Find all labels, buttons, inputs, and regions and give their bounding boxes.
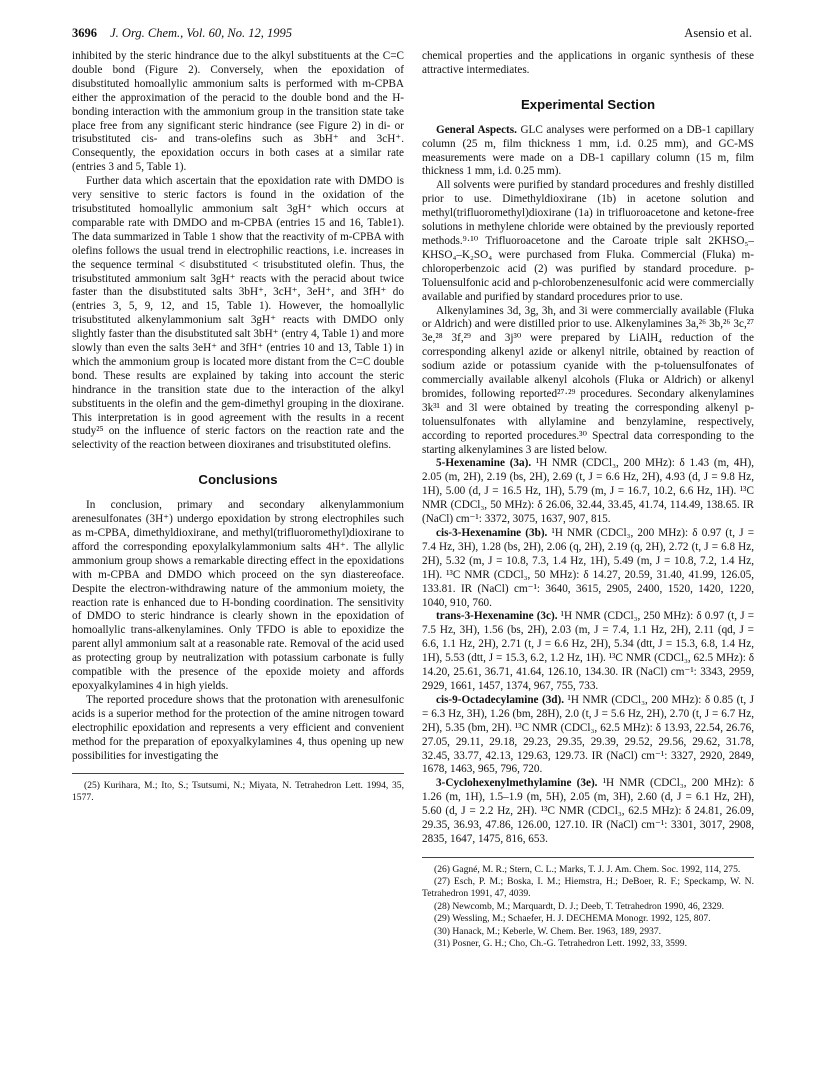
spectral-data: ¹H NMR (CDCl₃, 200 MHz): δ 1.26 (m, 1H), 1.5–1.9 (m, 5H), 2.05 (m, 3H), 2.60 (d, J = 6.1 Hz, 2H), 5.60 (d, J = 2.2 Hz, 2H). ¹³C NMR (CDCl₃, 62.5 MHz): δ 24.81, 26.09, 29.35, 36.93, 47.86, 126.00, 127.10. IR (NaCl) cm⁻¹: 3301, 3017, 2908, 2835, 1647, 1475, 816, 653. (422, 777, 755, 845)
spectral-data: ¹H NMR (CDCl₃, 200 MHz): δ 1.43 (m, 4H), 2.05 (m, 2H), 2.19 (bs, 2H), 2.69 (t, J = 6.6 Hz, 2H), 4.93 (d, J = 9.8 Hz, 1H), 5.00 (d, J = 16.5 Hz, 1H), 5.79 (m, J = 16.7, 10.2, 6.6 Hz, 1H). ¹³C NMR (CDCl₃, 50 MHz): δ 26.06, 32.44, 33.45, 41.74, 114.49, 138.65. IR (NaCl) cm⁻¹: 3372, 3075, 1637, 907, 815. (422, 457, 754, 526)
paragraph: In conclusion, primary and secondary alkenylammonium arenesulfonates (3H⁺) undergo epoxidation by strong electrophiles such as m-CPBA, dimethyldioxirane, and methyl(trifluoromethyl)dioxirane to afford the corresponding epoxylalkylammonium salts 4H⁺. The allylic ammonium group shows a remarkable directing effect in the epoxidations with m-CPBA and DMDO which proceed on the syn diastereoface. Despite the electron-withdrawing nature of the ammonium moiety, the reaction rate is enhanced due to H-bonding coordination. The sensitivity of DMDO to steric hindrance is clearly shown in the epoxidation of homoallylic trans-alkenylamines. Only TFDO is able to epoxidize the parent allyl ammonium salt at a reasonable rate. Removal of the acid used as protecting group by neutralization with potassium carbonate is fully compatible with the presence of the epoxide moiety and affords epoxyalkylamines 4 in high yields. (72, 499, 404, 692)
compound-name: cis-3-Hexenamine (3b). (436, 527, 548, 539)
section-heading-experimental: Experimental Section (520, 96, 656, 112)
paragraph: The reported procedure shows that the protonation with arenesulfonic acids is a superior method for the protection of the amine nitrogen toward electrophilic epoxidation and represents a very efficient and convenient method for the preparation of epoxyalkylamines 4, thus opening up new possibilities for investigating the (72, 693, 404, 762)
compound-name: 5-Hexenamine (3a). (436, 457, 532, 470)
reference-30: (30) Hanack, M.; Keberle, W. Chem. Ber. 1963, 189, 2937. (434, 925, 662, 937)
compound-entry (422, 610, 754, 693)
page-number: 3696 (72, 26, 97, 40)
reference-27: (27) Esch, P. M.; Boska, I. M.; Hiemstra, H.; DeBoer, R. F.; Speckamp, W. N. Tetrahedron 1991, 47, 4039. (422, 876, 754, 900)
paragraph-text: GLC analyses were performed on a DB-1 capillary column (25 m, film thickness 1 mm, i.d. 0.25 mm), and GC-MS measurements were made on a DB-1 capillary column (15 m, film thickness 1 mm, i.d. 0.25 mm). (422, 123, 755, 178)
paragraph: inhibited by the steric hindrance due to the alkyl substituents at the C=C double bond (Figure 2). Conversely, when the epoxidation of disubstituted homoallylic ammonium salts is performed with m-CPBA either the approximation of the peracid to the double bond and the H-bonding interaction with the ammonium group in the transition state take place free from any significant steric hindrance (see Figure 2) in di- or trisubstituted cis- and trans-olefins such as 3bH⁺ and 3cH⁺. Consequently, the epoxidation occurs in both cases at a similar rate (entries 3 and 5, Table 1). (72, 50, 404, 174)
paragraph: chemical properties and the applications in organic synthesis of these attractive intermediates. (422, 50, 754, 76)
run-in-heading: General Aspects. (436, 123, 517, 136)
paragraph: All solvents were purified by standard procedures and freshly distilled prior to use. Dimethyldioxirane (1b) in acetone solution and methyl(trifluoromethyl)dioxirane (1a) in trifluoroacetone and ketone-free solutions in methylene chloride were obtained by the previously reported methods.⁹·¹⁰ Trifluoroacetone and the Caroate triple salt 2KHSO₅–KHSO₄–K₂SO₄ were purchased from Fluka. Commercial (Fluka) m-chloroperbenzoic acid (2) was purified by standard procedure. p-Toluensulfonic acid and p-chlorobenzenesulfonic acid were commercially available and purified by standard procedures prior to use. (422, 179, 754, 303)
compound-entry (422, 777, 754, 847)
compound-name: trans-3-Hexenamine (3c). (436, 610, 558, 623)
left-column (72, 50, 404, 805)
paragraph-general-aspects (422, 124, 754, 180)
spectral-data: ¹H NMR (CDCl₃, 250 MHz): δ 0.97 (t, J = 7.5 Hz, 3H), 1.56 (bs, 2H), 2.03 (m, J = 7.4, 1.1 Hz, 2H), 2.11 (qd, J = 6.6, 1.1 Hz, 2H), 2.71 (t, J = 6.6 Hz, 2H), 5.34 (dtt, J = 15.3, 6.8, 1.4 Hz, 1H), 5.53 (dtt, J = 15.3, 6.2, 1.2 Hz, 1H). ¹³C NMR (CDCl₃, 62.5 MHz): δ 14.20, 25.61, 36.71, 41.64, 126.10, 134.30. IR (NaCl) cm⁻¹: 3343, 2959, 2929, 1661, 1457, 1374, 967, 755, 733. (422, 610, 754, 692)
paragraph: Further data which ascertain that the epoxidation rate with DMDO is very sensitive to steric factors is found in the oxidation of the trisubstituted homoallylic ammonium salt 3gH⁺ which occurs at comparable rate with DMDO and m-CPBA (entries 15 and 16, Table1). The data summarized in Table 1 show that the reactivity of m-CPBA with olefins follows the usual trend in electrophilic reactions, i.e. increases in the sequence terminal < disubstituted < trisubstituted olefin. Thus, the trisubstituted ammonium salt 3gH⁺ reacts with the peracid about twice faster than the disubstituted salts 3bH⁺, 3cH⁺, 3eH⁺, and 3fH⁺ do (entries 3, 5, 9, 12, and 15, Table 1). However, the homoallylic trisubstituted alkenylammonium salt 3gH⁺ reacts with DMDO only slightly faster than the disubstituted salt 3bH⁺ (entry 4, Table 1) and more slowly than even the salts 3eH⁺ and 3fH⁺ (entries 10 and 13, Table 1) in which the ammonium group is located more distant from the C=C double bond. These results are explained by taking into account the steric hindrance in the transition state due to the interaction of the alkyl substituents in the olefin and the gem-dimethyl grouping in the dioxirane. This interpretation is in good agreement with the results in a recent study²⁵ on the influence of steric factors on the reaction rate and the selectivity of the reaction between dioxiranes and trisubstituted olefins. (72, 175, 404, 452)
right-column (422, 50, 754, 951)
reference-29: (29) Wessling, M.; Schaefer, H. J. DECHEMA Monogr. 1992, 125, 807. (434, 913, 711, 925)
paragraph: Alkenylamines 3d, 3g, 3h, and 3i were commercially available (Fluka or Aldrich) and were distilled prior to use. Alkenylamines 3a,²⁶ 3b,²⁶ 3c,²⁷ 3e,²⁸ 3f,²⁹ and 3j³⁰ were prepared by LiAlH₄ reduction of the corresponding alkenyl azide or alkenyl nitrile, obtained by reaction of sodium azide or potassium cyanide with the p-toluensulfonates of commercially available alkenyl alcohols (Fluka or Aldrich) or alkenyl bromides, following reported²⁷·²⁹ procedures. Secondary alkenylamines 3k³¹ and 3l were obtained by treating the corresponding alkenyl p-toluensulfonates with allylamine and benzylamine, respectively, according to reported procedures.³⁰ Spectral data corresponding to the starting alkenylamines 3 are listed below. (422, 304, 754, 456)
spectral-data: ¹H NMR (CDCl₃, 200 MHz): δ 0.85 (t, J = 6.3 Hz, 3H), 1.26 (bm, 28H), 2.0 (t, J = 5.6 Hz, 2H), 2.70 (t, J = 6.7 Hz, 2H), 5.35 (bm, 2H). ¹³C NMR (CDCl₃, 62.5 MHz): δ 13.93, 22.54, 26.76, 27.05, 29.11, 29.18, 29.23, 29.35, 29.39, 29.52, 29.56, 29.62, 31.78, 32.45, 33.77, 42.13, 129.63, 129.73. IR (NaCl) cm⁻¹: 3327, 2920, 2849, 1678, 1463, 965, 796, 720. (422, 693, 754, 776)
running-authors: Asensio et al. (684, 26, 752, 40)
running-header (72, 24, 752, 42)
reference-25: (25) Kurihara, M.; Ito, S.; Tsutsumi, N.; Miyata, N. Tetrahedron Lett. 1994, 35, 1577. (72, 780, 404, 803)
journal-citation: J. Org. Chem., Vol. 60, No. 12, 1995 (110, 26, 292, 40)
reference-26: (26) Gagné, M. R.; Stern, C. L.; Marks, T. J. J. Am. Chem. Soc. 1992, 114, 275. (434, 863, 741, 875)
compound-entry (422, 457, 754, 527)
compound-entry (422, 694, 754, 777)
section-heading-conclusions: Conclusions (198, 472, 278, 488)
reference-28: (28) Newcomb, M.; Marquardt, D. J.; Deeb, T. Tetrahedron 1990, 46, 2329. (434, 900, 725, 912)
spectral-data: ¹H NMR (CDCl₃, 200 MHz): δ 0.97 (t, J = 7.4 Hz, 3H), 1.28 (bs, 2H), 2.06 (q, 2H), 2.19 (q, 2H), 2.72 (t, J = 6.8 Hz, 2H), 5.32 (m, J = 10.8, 7.3, 1.4 Hz, 1H), 5.49 (m, J = 10.8, 7.2, 1.4 Hz, 1H). ¹³C NMR (CDCl₃, 50 MHz): δ 14.27, 20.59, 31.40, 41.99, 126.05, 133.81. IR (NaCl) cm⁻¹: 3640, 3615, 2905, 2400, 1520, 1420, 1220, 1040, 910, 760. (422, 527, 754, 609)
compound-entry (422, 527, 754, 610)
compound-name: cis-9-Octadecylamine (3d). (436, 693, 565, 706)
footnotes (72, 773, 404, 803)
footnotes (422, 857, 754, 950)
compound-name: 3-Cyclohexenylmethylamine (3e). (436, 777, 598, 790)
reference-31: (31) Posner, G. H.; Cho, Ch.-G. Tetrahedron Lett. 1992, 33, 3599. (434, 938, 687, 950)
